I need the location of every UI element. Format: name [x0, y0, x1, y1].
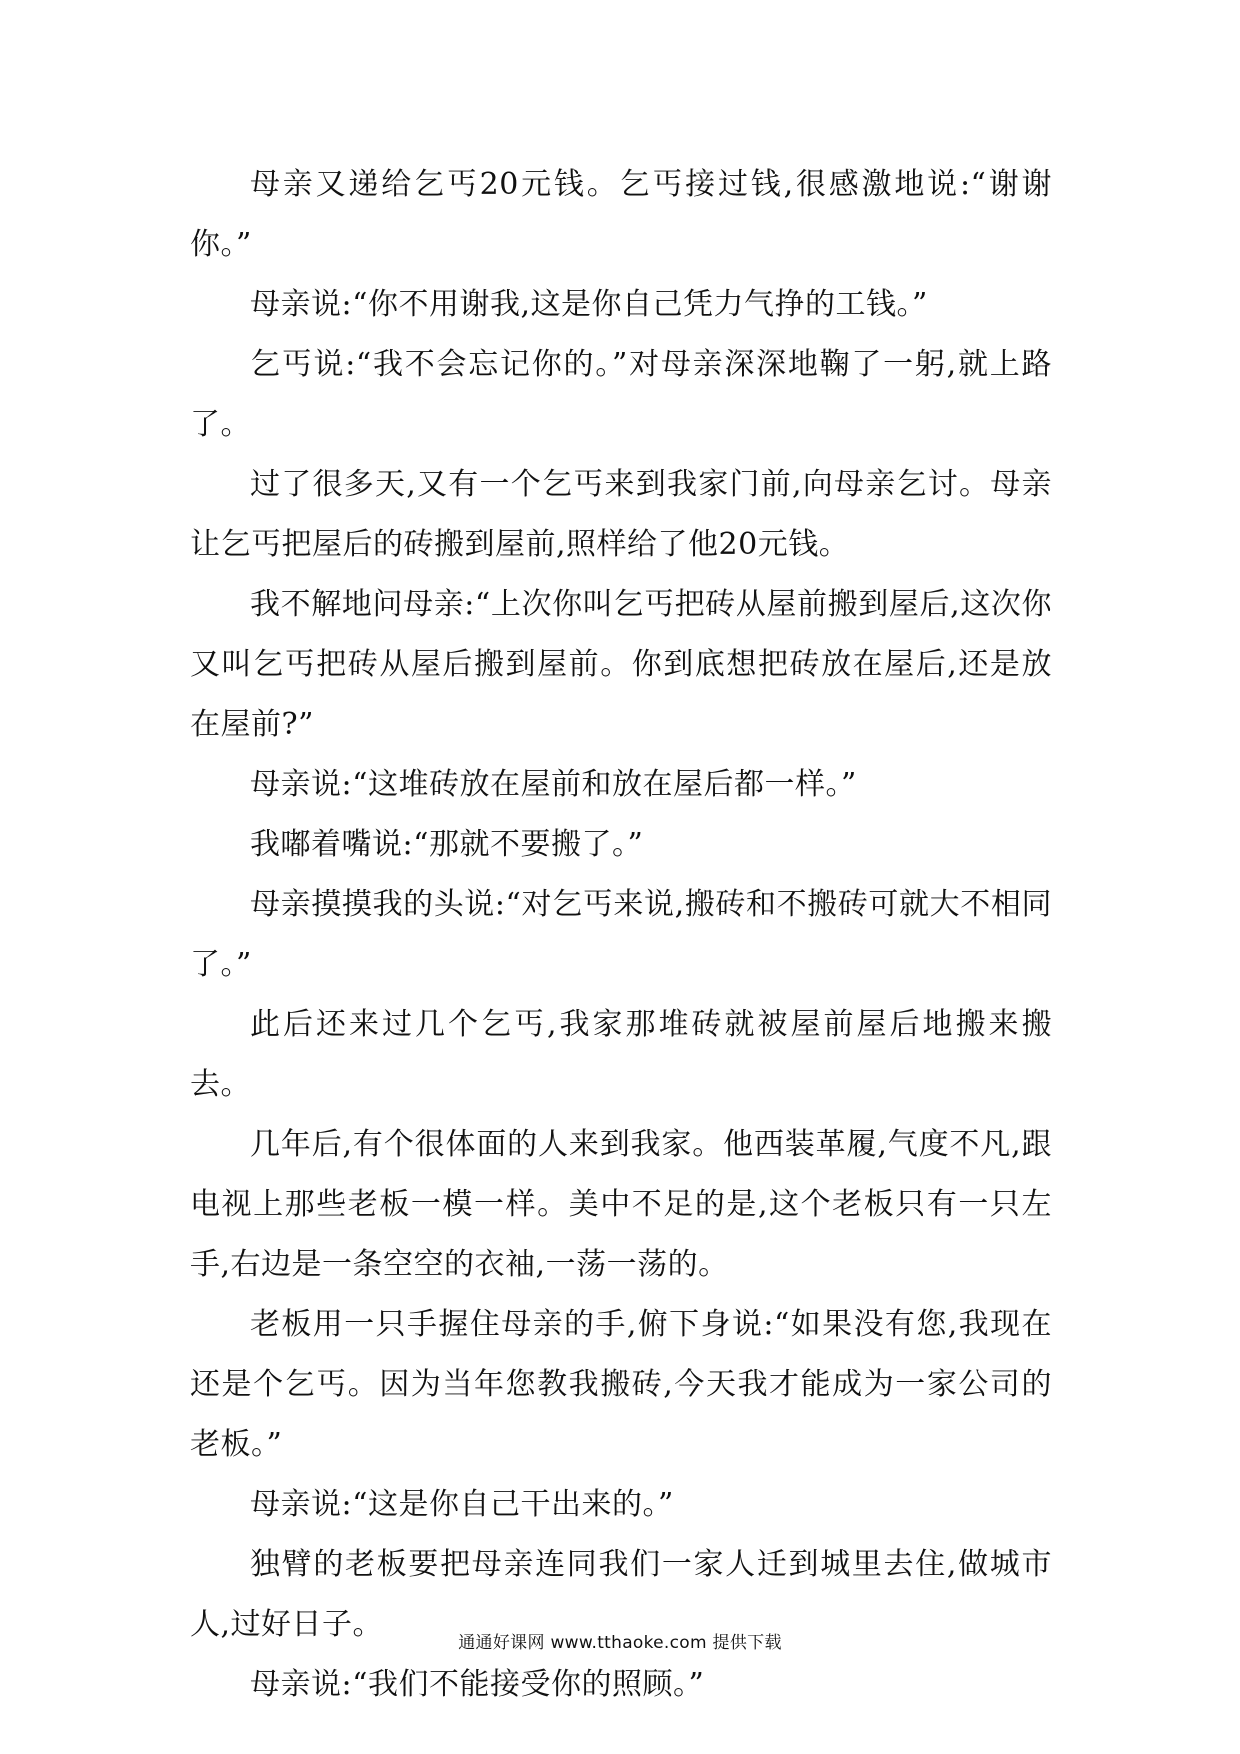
paragraph-10: 几年后,有个很体面的人来到我家。他西装革履,气度不凡,跟电视上那些老板一模一样。美中不足的是,这个老板只有一只左手,右边是一条空空的衣袖,一荡一荡的。	[190, 1127, 1052, 1282]
paragraph-6: 母亲说:“这堆砖放在屋前和放在屋后都一样。”	[250, 767, 857, 802]
paragraph-14: 母亲说:“我们不能接受你的照顾。”	[250, 1667, 705, 1702]
paragraph-11: 老板用一只手握住母亲的手,俯下身说:“如果没有您,我现在还是个乞丐。因为当年您教我搬砖,今天我才能成为一家公司的老板。”	[190, 1307, 1052, 1462]
paragraph-3: 乞丐说:“我不会忘记你的。”对母亲深深地鞠了一躬,就上路了。	[190, 347, 1052, 442]
story-body	[190, 155, 1052, 1715]
paragraph-5: 我不解地问母亲:“上次你叫乞丐把砖从屋前搬到屋后,这次你又叫乞丐把砖从屋后搬到屋前。你到底想把砖放在屋后,还是放在屋前?”	[190, 587, 1052, 742]
paragraph-7: 我嘟着嘴说:“那就不要搬了。”	[250, 827, 644, 862]
paragraph-12: 母亲说:“这是你自己干出来的。”	[250, 1487, 674, 1522]
paragraph-1: 母亲又递给乞丐20元钱。乞丐接过钱,很感激地说:“谢谢你。”	[190, 167, 1052, 262]
paragraph-8: 母亲摸摸我的头说:“对乞丐来说,搬砖和不搬砖可就大不相同了。”	[190, 887, 1052, 982]
paragraph-4: 过了很多天,又有一个乞丐来到我家门前,向母亲乞讨。母亲让乞丐把屋后的砖搬到屋前,照样给了他20元钱。	[190, 467, 1052, 562]
paragraph-9: 此后还来过几个乞丐,我家那堆砖就被屋前屋后地搬来搬去。	[190, 1007, 1052, 1102]
download-footer: 通通好课网 www.tthaoke.com 提供下载	[458, 1633, 782, 1653]
paragraph-2: 母亲说:“你不用谢我,这是你自己凭力气挣的工钱。”	[250, 287, 928, 322]
paragraph-13: 独臂的老板要把母亲连同我们一家人迁到城里去住,做城市人,过好日子。	[190, 1547, 1052, 1642]
